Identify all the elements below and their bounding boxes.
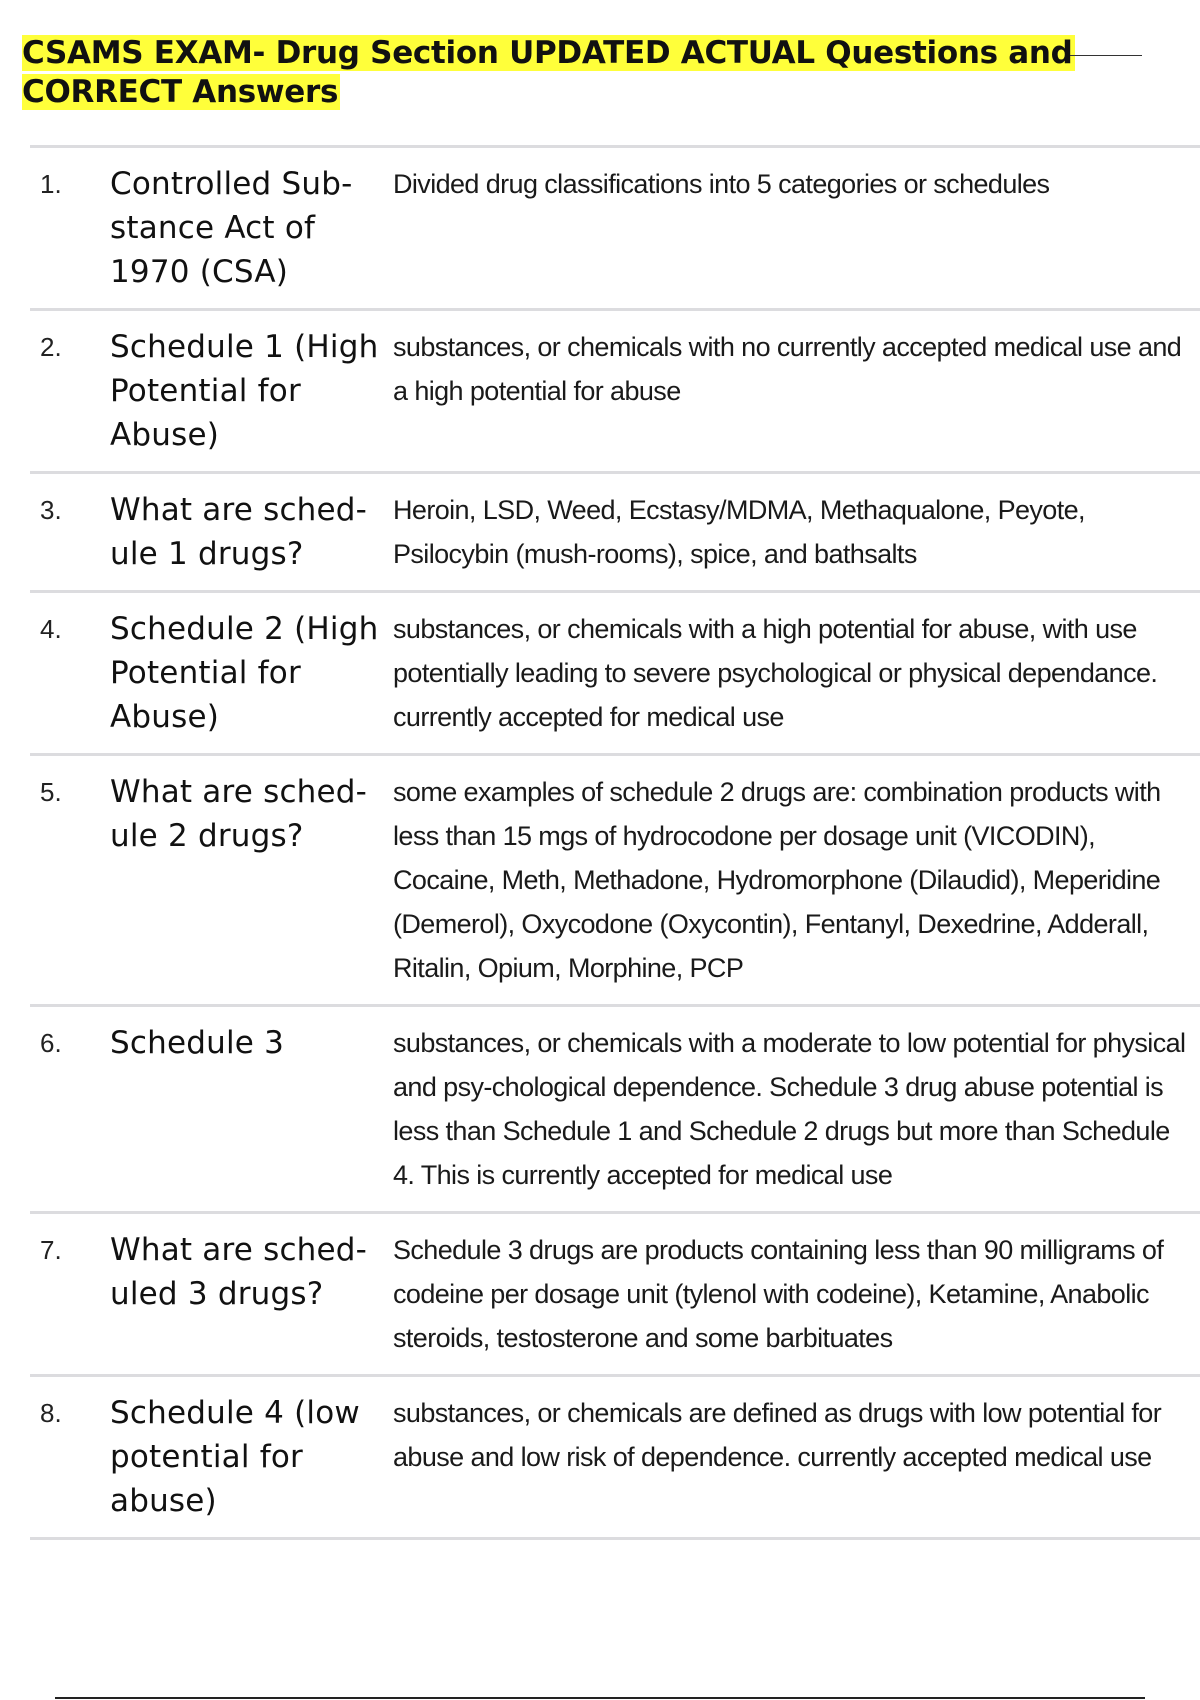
qa-row (30, 753, 1200, 1004)
qa-row (30, 308, 1200, 471)
document-title (22, 34, 1142, 112)
qa-definition: substances, or chemicals with a moderate to low potential for physical and psy-chological dependence. Schedule 3 drug abuse potential is less than Schedule 1 and Schedule 2 drugs but more than Schedule 4. This is currently accepted for medical use (393, 1028, 1186, 1190)
qa-number: 3. (40, 495, 62, 525)
qa-term: Schedule 3 (110, 1025, 285, 1061)
qa-definition: Heroin, LSD, Weed, Ecstasy/MDMA, Methaqualone, Peyote, Psilocybin (mush-rooms), spice, and bathsalts (393, 495, 1085, 569)
qa-row (30, 1004, 1200, 1211)
qa-term: Schedule 4 (low potential for abuse) (110, 1395, 360, 1519)
qa-number: 7. (40, 1235, 62, 1265)
qa-table (30, 145, 1200, 1540)
qa-definition: substances, or chemicals are defined as drugs with low potential for abuse and low risk of dependence. currently accepted medical use (393, 1398, 1162, 1472)
document-header (22, 34, 1142, 112)
title-trailing-rule (1070, 55, 1142, 56)
qa-number: 4. (40, 614, 62, 644)
qa-number: 8. (40, 1398, 62, 1428)
qa-number: 6. (40, 1028, 62, 1058)
qa-term: Schedule 2 (High Potential for Abuse) (110, 611, 379, 735)
qa-definition: Divided drug classifications into 5 categories or schedules (393, 169, 1050, 199)
qa-term: Controlled Sub-stance Act of 1970 (CSA) (110, 166, 353, 290)
qa-row (30, 590, 1200, 753)
qa-term: What are sched-ule 1 drugs? (110, 492, 368, 572)
qa-definition: substances, or chemicals with no currently accepted medical use and a high potential for abuse (393, 332, 1182, 406)
qa-term: What are sched-ule 2 drugs? (110, 774, 368, 854)
title-highlight: CSAMS EXAM- Drug Section UPDATED ACTUAL Questions and CORRECT Answers (22, 35, 1073, 110)
qa-term: Schedule 1 (High Potential for Abuse) (110, 329, 379, 453)
qa-term: What are sched-uled 3 drugs? (110, 1232, 368, 1312)
qa-number: 5. (40, 777, 62, 807)
qa-row (30, 471, 1200, 590)
qa-number: 2. (40, 332, 62, 362)
qa-definition: substances, or chemicals with a high potential for abuse, with use potentially leading to severe psychological or physical dependance. currently accepted for medical use (393, 614, 1158, 732)
qa-row (30, 145, 1200, 308)
qa-definition: some examples of schedule 2 drugs are: combination products with less than 15 mgs of hydrocodone per dosage unit (VICODIN), Cocaine, Meth, Methadone, Hydromorphone (Dilaudid), Meperidine (Demerol), Oxycodone (Oxycontin), Fentanyl, Dexedrine, Adderall, Ritalin, Opium, Morphine, PCP (393, 777, 1161, 983)
qa-definition: Schedule 3 drugs are products containing less than 90 milligrams of codeine per dosage unit (tylenol with codeine), Ketamine, Anabolic steroids, testosterone and some barbituates (393, 1235, 1164, 1353)
qa-number: 1. (40, 169, 62, 199)
qa-row (30, 1374, 1200, 1540)
page-bottom-rule (55, 1697, 1145, 1699)
qa-row (30, 1211, 1200, 1374)
